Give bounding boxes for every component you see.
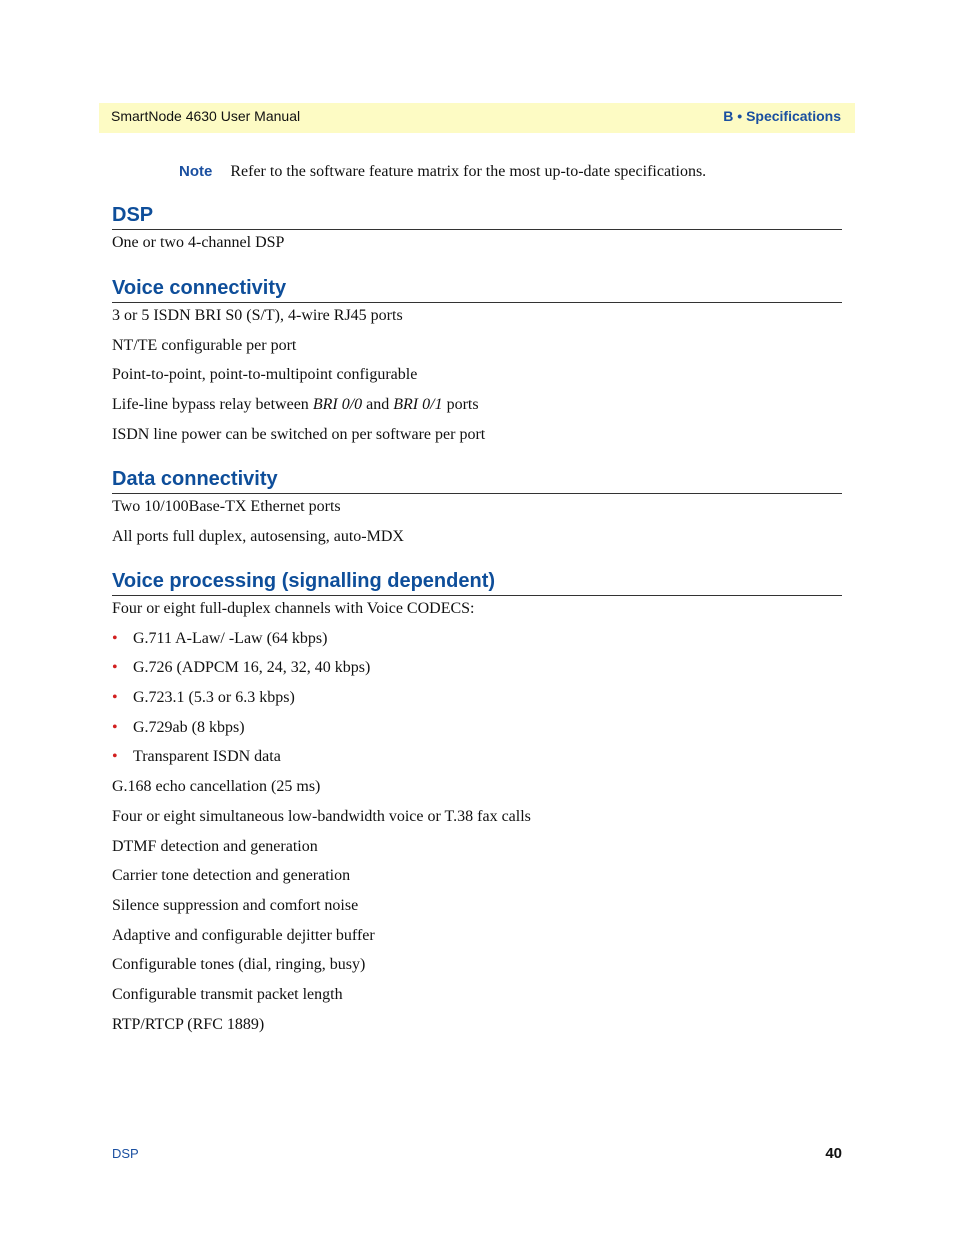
voice-processing-intro: Four or eight full-duplex channels with Voice CODECS: xyxy=(112,600,475,617)
voice-processing-feature: Adaptive and configurable dejitter buffer xyxy=(112,926,375,944)
lifeline-bypass-item xyxy=(112,395,842,425)
bullet-icon: • xyxy=(112,629,118,647)
codec-label: Transparent ISDN data xyxy=(133,748,281,766)
voice-processing-feature: Carrier tone detection and generation xyxy=(112,867,351,885)
lifeline-text-mid: and xyxy=(362,396,394,414)
codec-list-item xyxy=(112,658,842,688)
voice-processing-feature: G.168 echo cancellation (25 ms) xyxy=(112,778,321,796)
codec-label: G.729ab (8 kbps) xyxy=(133,718,245,736)
codec-list-item xyxy=(112,688,842,718)
voice-processing-feature: Four or eight simultaneous low-bandwidth voice or T.38 fax calls xyxy=(112,807,531,825)
section-voice-processing xyxy=(112,569,842,1044)
bri-port-0-1: BRI 0/1 xyxy=(393,396,443,414)
voice-connectivity-item: NT/TE configurable per port xyxy=(112,336,297,354)
codec-list-item xyxy=(112,718,842,748)
voice-processing-feature: Configurable transmit packet length xyxy=(112,985,343,1003)
note-label: Note xyxy=(179,163,213,180)
voice-connectivity-item: 3 or 5 ISDN BRI S0 (S/T), 4-wire RJ45 ports xyxy=(112,307,403,324)
codec-list-item xyxy=(112,629,842,659)
bri-port-0-0: BRI 0/0 xyxy=(312,396,363,414)
section-title-dsp: DSP xyxy=(112,203,842,230)
data-connectivity-item: Two 10/100Base-TX Ethernet ports xyxy=(112,498,341,515)
dsp-item: One or two 4-channel DSP xyxy=(112,234,285,251)
section-data-connectivity xyxy=(112,467,842,556)
voice-processing-feature: DTMF detection and generation xyxy=(112,837,318,855)
manual-title: SmartNode 4630 User Manual xyxy=(111,108,301,124)
section-title-voice-processing: Voice processing (signalling dependent) xyxy=(112,569,842,596)
section-voice-connectivity xyxy=(112,276,842,454)
voice-processing-feature: RTP/RTCP (RFC 1889) xyxy=(112,1015,265,1033)
voice-connectivity-item: Point-to-point, point-to-multipoint configurable xyxy=(112,366,418,384)
voice-processing-feature: Silence suppression and comfort noise xyxy=(112,896,359,914)
running-header xyxy=(99,103,855,133)
page-number: 40 xyxy=(825,1145,842,1162)
chapter-title: B • Specifications xyxy=(723,108,841,124)
bullet-icon: • xyxy=(112,718,118,736)
voice-connectivity-item: ISDN line power can be switched on per software per port xyxy=(112,425,486,443)
bullet-icon: • xyxy=(112,689,118,707)
voice-processing-feature: Configurable tones (dial, ringing, busy) xyxy=(112,956,366,974)
codec-list-item xyxy=(112,747,842,777)
lifeline-text-pre: Life-line bypass relay between xyxy=(112,396,313,414)
note-text: Refer to the software feature matrix for the most up-to-date specifications. xyxy=(230,163,707,180)
codec-label: G.723.1 (5.3 or 6.3 kbps) xyxy=(133,689,295,707)
lifeline-text-post: ports xyxy=(442,396,479,414)
bullet-icon: • xyxy=(112,659,118,677)
bullet-icon: • xyxy=(112,748,118,766)
codec-label: G.726 (ADPCM 16, 24, 32, 40 kbps) xyxy=(133,659,371,677)
section-title-data-connectivity: Data connectivity xyxy=(112,467,842,494)
section-dsp xyxy=(112,203,842,263)
section-title-voice-connectivity: Voice connectivity xyxy=(112,276,842,303)
note xyxy=(179,163,706,181)
footer-section-name: DSP xyxy=(112,1146,139,1161)
data-connectivity-item: All ports full duplex, autosensing, auto-MDX xyxy=(112,527,404,545)
codec-label: G.711 A-Law/ -Law (64 kbps) xyxy=(133,629,328,647)
